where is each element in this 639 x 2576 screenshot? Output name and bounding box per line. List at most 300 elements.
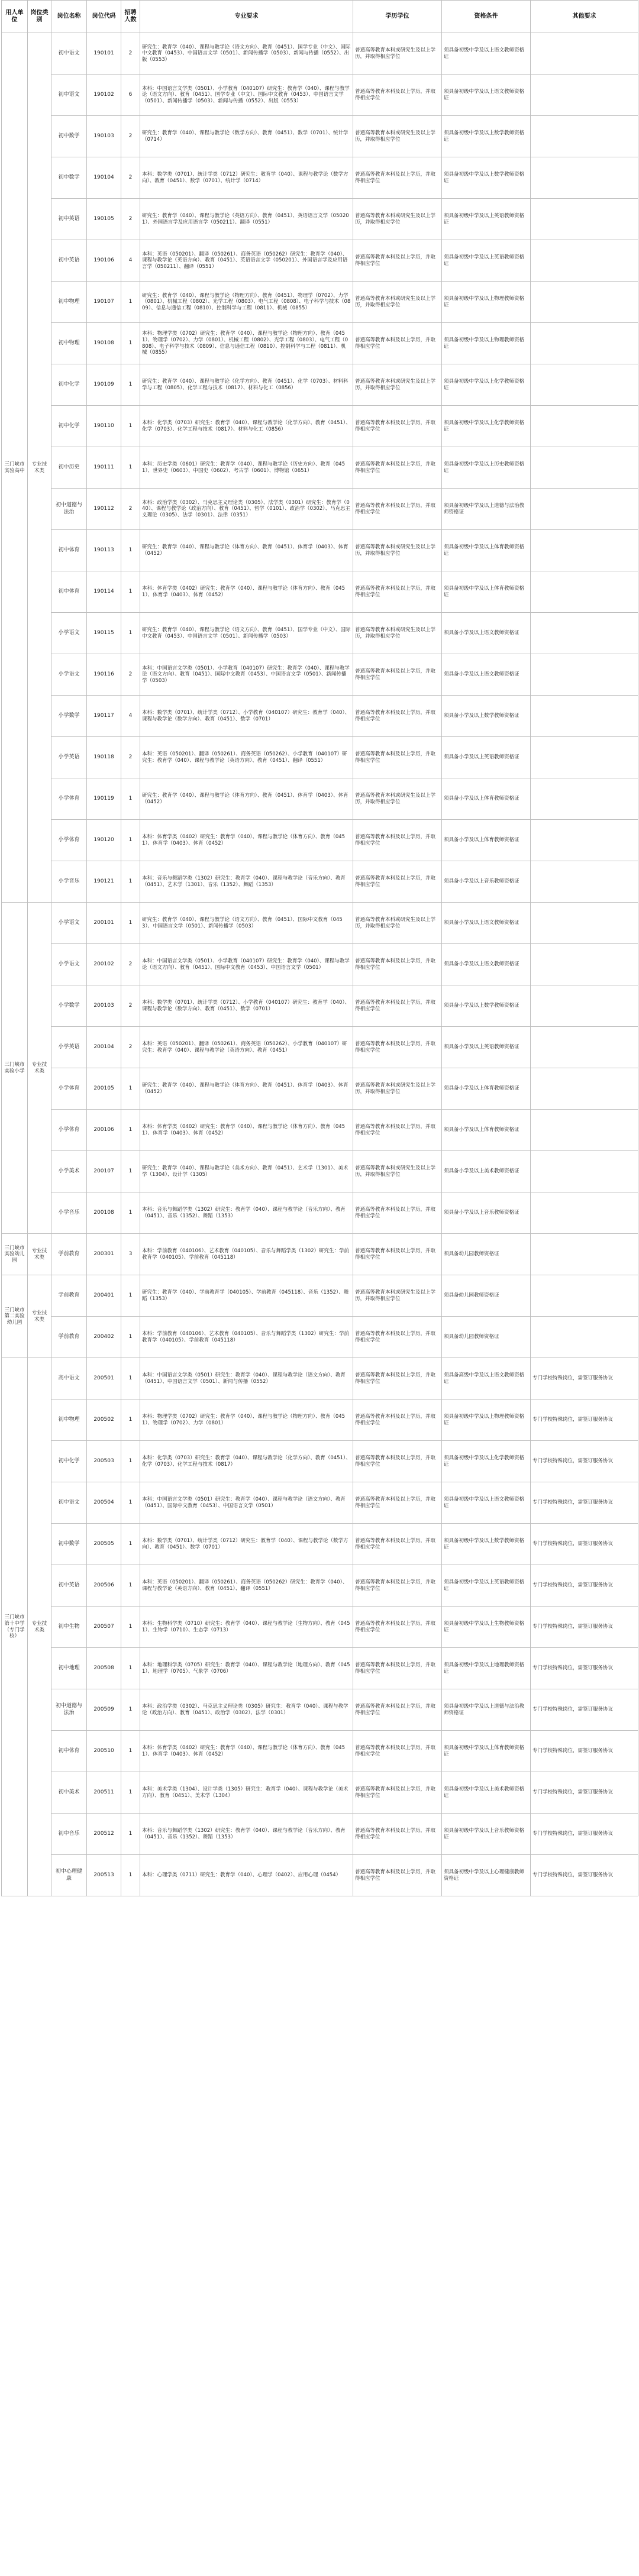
other-cell (531, 778, 638, 820)
degree-cell: 普通高等教育本科及以上学历，并取得相应学位 (353, 1648, 442, 1689)
qualification-cell: 须具备幼儿园教师资格证 (442, 1234, 531, 1275)
recruit-count-cell: 2 (121, 654, 140, 696)
major-cell: 本科：体育学类（0402）研究生：教育学（040）、课程与教学论（体育方向）、教育（0451）、体育学（0403）、体育（0452） (140, 1731, 353, 1772)
other-cell: 专门学校特殊岗位，需签订服务协议 (531, 1607, 638, 1648)
other-cell (531, 985, 638, 1027)
qualification-cell: 须具备小学及以上美术教师资格证 (442, 1151, 531, 1192)
position-code-cell: 190111 (87, 447, 121, 489)
degree-cell: 普通高等教育本科及以上学历，并取得相应学位 (353, 489, 442, 530)
degree-cell: 普通高等教育本科或研究生及以上学历，并取得相应学位 (353, 282, 442, 323)
degree-cell: 普通高等教育本科及以上学历，并取得相应学位 (353, 1814, 442, 1855)
recruit-count-cell: 1 (121, 1689, 140, 1731)
position-code-cell: 200108 (87, 1192, 121, 1234)
other-cell (531, 489, 638, 530)
table-row (2, 654, 638, 696)
degree-cell: 普通高等教育本科或研究生及以上学历，并取得相应学位 (353, 364, 442, 406)
major-cell: 本科：学前教育（040106）、艺术教育（040105）、音乐与舞蹈学类（1302）研究生：学前教育学（040105）、学前教育（045118） (140, 1317, 353, 1358)
degree-cell: 普通高等教育本科及以上学历，并取得相应学位 (353, 1317, 442, 1358)
degree-cell: 普通高等教育本科及以上学历，并取得相应学位 (353, 1441, 442, 1482)
position-name-cell: 小学数学 (51, 985, 87, 1027)
major-cell: 研究生：教育学（040）、课程与教学论（语文方向）、教育（0451）、国学专业（中文）、国际中文教育（0453）、中国语言文学（0501）、新闻传播学（0503）、新闻与传播（0552）、出版（0553） (140, 33, 353, 75)
qualification-cell: 须具备小学及以上体育教师资格证 (442, 1068, 531, 1110)
recruit-count-cell: 1 (121, 1607, 140, 1648)
major-cell: 研究生：教育学（040）、课程与教学论（数学方向）、教育（0451）、数学（0701）、统计学（0714） (140, 116, 353, 157)
major-cell: 研究生：教育学（040）、课程与教学论（化学方向）、教育（0451）、化学（0703）、材料科学与工程（0805）、化学工程与技术（0817）、材料与化工（0856） (140, 364, 353, 406)
table-row (2, 489, 638, 530)
major-cell: 本科：音乐与舞蹈学类（1302）研究生：教育学（040）、课程与教学论（音乐方向）、教育（0451）、艺术学（1301）、音乐（1352）、舞蹈（1353） (140, 861, 353, 903)
recruit-count-cell: 1 (121, 1524, 140, 1565)
position-name-cell: 初中英语 (51, 1565, 87, 1607)
qualification-cell: 须具备初级中学及以上语文教师资格证 (442, 1482, 531, 1524)
position-code-cell: 200501 (87, 1358, 121, 1399)
other-cell: 专门学校特殊岗位，需签订服务协议 (531, 1814, 638, 1855)
degree-cell: 普通高等教育本科及以上学历，并取得相应学位 (353, 323, 442, 364)
other-cell (531, 571, 638, 613)
position-name-cell: 小学音乐 (51, 861, 87, 903)
qualification-cell: 须具备初级中学及以上历史教师资格证 (442, 447, 531, 489)
degree-cell: 普通高等教育本科及以上学历，并取得相应学位 (353, 240, 442, 282)
position-name-cell: 小学语文 (51, 613, 87, 654)
major-cell: 本科：物理学类（0702）研究生：教育学（040）、课程与教学论（物理方向）、教育（0451）、物理学（0702）、力学（0801）、机械工程（0802）、光学工程（0803）、电气工程（0808）、电子科学与技术（0809）、信息与通信工程（0810）、控制科学与工程（0811）、机械（0855） (140, 323, 353, 364)
category-cell: 专业技术类 (28, 1358, 51, 1896)
recruit-count-cell: 1 (121, 1399, 140, 1441)
table-row (2, 33, 638, 75)
major-cell: 研究生：教育学（040）、学前教育学（040105）、学前教育（045118）、音乐（1352）、舞蹈（1353） (140, 1275, 353, 1317)
recruit-count-cell: 1 (121, 282, 140, 323)
table-row (2, 406, 638, 447)
position-name-cell: 初中道德与法治 (51, 489, 87, 530)
degree-cell: 普通高等教育本科或研究生及以上学历，并取得相应学位 (353, 199, 442, 240)
qualification-cell: 须具备初级中学及以上语文教师资格证 (442, 33, 531, 75)
recruit-count-cell: 1 (121, 571, 140, 613)
table-row (2, 1607, 638, 1648)
qualification-cell: 须具备初级中学及以上英语教师资格证 (442, 1565, 531, 1607)
recruit-count-cell: 1 (121, 1358, 140, 1399)
category-cell: 专业技术类 (28, 1275, 51, 1358)
other-cell: 专门学校特殊岗位，需签订服务协议 (531, 1648, 638, 1689)
qualification-cell: 须具备初级中学及以上美术教师资格证 (442, 1772, 531, 1814)
degree-cell: 普通高等教育本科及以上学历，并取得相应学位 (353, 1524, 442, 1565)
qualification-cell: 须具备初级中学及以上物理教师资格证 (442, 1399, 531, 1441)
table-row (2, 1772, 638, 1814)
other-cell (531, 861, 638, 903)
other-cell (531, 944, 638, 985)
other-cell (531, 447, 638, 489)
major-cell: 本科：历史学类（0601）研究生：教育学（040）、课程与教学论（历史方向）、教育（0451）、世界史（0603）、中国史（0602）、考古学（0601）、博物馆（0651） (140, 447, 353, 489)
position-code-cell: 190101 (87, 33, 121, 75)
position-name-cell: 初中心理健康 (51, 1855, 87, 1896)
table-row (2, 116, 638, 157)
other-cell (531, 1234, 638, 1275)
table-row (2, 1192, 638, 1234)
position-name-cell: 初中物理 (51, 323, 87, 364)
qualification-cell: 须具备初级中学及以上化学教师资格证 (442, 406, 531, 447)
degree-cell: 普通高等教育本科或研究生及以上学历，并取得相应学位 (353, 33, 442, 75)
major-cell: 本科：政治学类（0302）、马克思主义理论类（0305）研究生：教育学（040）、课程与教学论（政治方向）、教育（0451）、政治学（0302）、法学（0301） (140, 1689, 353, 1731)
table-row (2, 1855, 638, 1896)
recruit-count-cell: 2 (121, 737, 140, 778)
table-row (2, 613, 638, 654)
qualification-cell: 须具备小学及以上语文教师资格证 (442, 613, 531, 654)
position-name-cell: 小学数学 (51, 696, 87, 737)
other-cell (531, 157, 638, 199)
position-code-cell: 190115 (87, 613, 121, 654)
position-name-cell: 初中语文 (51, 1482, 87, 1524)
unit-cell: 三门峡市第二实验幼儿园 (2, 1275, 28, 1358)
table-row (2, 820, 638, 861)
other-cell (531, 903, 638, 944)
position-name-cell: 初中体育 (51, 571, 87, 613)
major-cell: 本科：中国语言文学类（0501）、小学教育（040107）研究生：教育学（040）、课程与教学论（语文方向）、教育（0451）、国际中文教育（0453）、中国语言文学（0501）、新闻传播学（0503） (140, 654, 353, 696)
position-code-cell: 190110 (87, 406, 121, 447)
recruit-count-cell: 1 (121, 364, 140, 406)
position-code-cell: 190117 (87, 696, 121, 737)
position-code-cell: 190108 (87, 323, 121, 364)
position-code-cell: 190105 (87, 199, 121, 240)
position-code-cell: 200107 (87, 1151, 121, 1192)
table-row (2, 75, 638, 116)
header-qualification: 资格条件 (442, 1, 531, 33)
position-name-cell: 初中体育 (51, 1731, 87, 1772)
recruit-count-cell: 1 (121, 903, 140, 944)
qualification-cell: 须具备初级中学及以上化学教师资格证 (442, 364, 531, 406)
recruit-count-cell: 1 (121, 1855, 140, 1896)
degree-cell: 普通高等教育本科及以上学历，并取得相应学位 (353, 1855, 442, 1896)
major-cell: 本科：体育学类（0402）研究生：教育学（040）、课程与教学论（体育方向）、教育（0451）、体育学（0403）、体育（0452） (140, 1110, 353, 1151)
major-cell: 研究生：教育学（040）、课程与教学论（语文方向）、教育（0451）、国际中文教育（0453）、中国语言文学（0501）、新闻传播学（0503） (140, 903, 353, 944)
position-code-cell: 190112 (87, 489, 121, 530)
position-name-cell: 学前教育 (51, 1234, 87, 1275)
degree-cell: 普通高等教育本科或研究生及以上学历，并取得相应学位 (353, 613, 442, 654)
recruit-count-cell: 2 (121, 199, 140, 240)
recruit-count-cell: 2 (121, 489, 140, 530)
other-cell (531, 323, 638, 364)
degree-cell: 普通高等教育本科及以上学历，并取得相应学位 (353, 696, 442, 737)
recruit-count-cell: 1 (121, 447, 140, 489)
qualification-cell: 须具备小学及以上体育教师资格证 (442, 778, 531, 820)
table-row (2, 157, 638, 199)
qualification-cell: 须具备小学及以上体育教师资格证 (442, 820, 531, 861)
other-cell (531, 282, 638, 323)
position-name-cell: 小学语文 (51, 944, 87, 985)
major-cell: 本科：物理学类（0702）研究生：教育学（040）、课程与教学论（物理方向）、教育（0451）、物理学（0702）、力学（0801） (140, 1399, 353, 1441)
major-cell: 本科：音乐与舞蹈学类（1302）研究生：教育学（040）、课程与教学论（音乐方向）、教育（0451）、音乐（1352）、舞蹈（1353） (140, 1814, 353, 1855)
table-row (2, 240, 638, 282)
major-cell: 本科：中国语言文学类（0501）研究生：教育学（040）、课程与教学论（语文方向）、教育（0451）、国际中文教育（0453）、中国语言文学（0501） (140, 1482, 353, 1524)
degree-cell: 普通高等教育本科及以上学历，并取得相应学位 (353, 1607, 442, 1648)
other-cell: 专门学校特殊岗位，需签订服务协议 (531, 1482, 638, 1524)
table-row (2, 282, 638, 323)
degree-cell: 普通高等教育本科及以上学历，并取得相应学位 (353, 1772, 442, 1814)
qualification-cell: 须具备高级中学及以上语文教师资格证 (442, 1358, 531, 1399)
degree-cell: 普通高等教育本科或研究生及以上学历，并取得相应学位 (353, 1068, 442, 1110)
qualification-cell: 须具备初级中学及以上体育教师资格证 (442, 1731, 531, 1772)
other-cell (531, 530, 638, 571)
position-name-cell: 小学体育 (51, 1068, 87, 1110)
position-name-cell: 初中语文 (51, 33, 87, 75)
recruit-count-cell: 2 (121, 116, 140, 157)
qualification-cell: 须具备初级中学及以上道德与法治教师资格证 (442, 489, 531, 530)
qualification-cell: 须具备初级中学及以上英语教师资格证 (442, 199, 531, 240)
position-code-cell: 200507 (87, 1607, 121, 1648)
other-cell (531, 1275, 638, 1317)
qualification-cell: 须具备幼儿园教师资格证 (442, 1275, 531, 1317)
major-cell: 本科：数学类（0701）、统计学类（0712）、小学教育（040107）研究生：教育学（040）、课程与教学论（数学方向）、教育（0451）、数学（0701） (140, 985, 353, 1027)
major-cell: 本科：生物科学类（0710）研究生：教育学（040）、课程与教学论（生物方向）、教育（0451）、生物学（0710）、生态学（0713） (140, 1607, 353, 1648)
position-code-cell: 200503 (87, 1441, 121, 1482)
major-cell: 研究生：教育学（040）、课程与教学论（体育方向）、教育（0451）、体育学（0403）、体育（0452） (140, 778, 353, 820)
position-code-cell: 200104 (87, 1027, 121, 1068)
recruit-count-cell: 1 (121, 323, 140, 364)
recruit-count-cell: 1 (121, 1648, 140, 1689)
table-row (2, 778, 638, 820)
qualification-cell: 须具备初级中学及以上数学教师资格证 (442, 1524, 531, 1565)
recruit-count-cell: 1 (121, 1068, 140, 1110)
major-cell: 本科：心理学类（0711）研究生：教育学（040）、心理学（0402）、应用心理（0454） (140, 1855, 353, 1896)
recruit-count-cell: 4 (121, 696, 140, 737)
recruit-count-cell: 1 (121, 1317, 140, 1358)
position-name-cell: 初中体育 (51, 530, 87, 571)
qualification-cell: 须具备小学及以上语文教师资格证 (442, 903, 531, 944)
degree-cell: 普通高等教育本科及以上学历，并取得相应学位 (353, 1689, 442, 1731)
table-row (2, 571, 638, 613)
major-cell: 研究生：教育学（040）、课程与教学论（英语方向）、教育（0451）、英语语言文学（050201）、外国语言学及应用语言学（050211）、翻译（0551） (140, 199, 353, 240)
table-row (2, 861, 638, 903)
qualification-cell: 须具备小学及以上体育教师资格证 (442, 1110, 531, 1151)
recruit-count-cell: 1 (121, 1110, 140, 1151)
other-cell (531, 654, 638, 696)
other-cell (531, 613, 638, 654)
degree-cell: 普通高等教育本科及以上学历，并取得相应学位 (353, 1482, 442, 1524)
degree-cell: 普通高等教育本科及以上学历，并取得相应学位 (353, 1234, 442, 1275)
qualification-cell: 须具备初级中学及以上英语教师资格证 (442, 240, 531, 282)
position-name-cell: 初中数学 (51, 116, 87, 157)
position-name-cell: 小学音乐 (51, 1192, 87, 1234)
position-name-cell: 初中语文 (51, 75, 87, 116)
position-code-cell: 200508 (87, 1648, 121, 1689)
header-recruit-count: 招聘人数 (121, 1, 140, 33)
unit-cell: 三门峡市实验小学 (2, 903, 28, 1234)
other-cell: 专门学校特殊岗位，需签订服务协议 (531, 1565, 638, 1607)
table-row (2, 944, 638, 985)
recruit-count-cell: 3 (121, 1234, 140, 1275)
position-code-cell: 200106 (87, 1110, 121, 1151)
position-code-cell: 200301 (87, 1234, 121, 1275)
table-row (2, 447, 638, 489)
other-cell (531, 737, 638, 778)
recruit-count-cell: 1 (121, 1565, 140, 1607)
other-cell (531, 199, 638, 240)
unit-cell: 三门峡市第十中学（专门学校） (2, 1358, 28, 1896)
degree-cell: 普通高等教育本科及以上学历，并取得相应学位 (353, 737, 442, 778)
qualification-cell: 须具备小学及以上语文教师资格证 (442, 654, 531, 696)
table-row (2, 1648, 638, 1689)
position-code-cell: 190120 (87, 820, 121, 861)
position-name-cell: 小学体育 (51, 778, 87, 820)
degree-cell: 普通高等教育本科或研究生及以上学历，并取得相应学位 (353, 1151, 442, 1192)
position-name-cell: 高中语文 (51, 1358, 87, 1399)
major-cell: 本科：数学类（0701）、统计学类（0712）、小学教育（040107）研究生：教育学（040）、课程与教学论（数学方向）、教育（0451）、数学（0701） (140, 696, 353, 737)
other-cell (531, 364, 638, 406)
position-code-cell: 200102 (87, 944, 121, 985)
qualification-cell: 须具备初级中学及以上道德与法治教师资格证 (442, 1689, 531, 1731)
header-major: 专业要求 (140, 1, 353, 33)
recruit-count-cell: 1 (121, 1192, 140, 1234)
other-cell: 专门学校特殊岗位，需签订服务协议 (531, 1399, 638, 1441)
position-code-cell: 190103 (87, 116, 121, 157)
other-cell: 专门学校特殊岗位，需签订服务协议 (531, 1855, 638, 1896)
position-name-cell: 小学语文 (51, 654, 87, 696)
recruit-count-cell: 1 (121, 406, 140, 447)
unit-cell: 三门峡市实验高中 (2, 33, 28, 903)
major-cell: 研究生：教育学（040）、课程与教学论（体育方向）、教育（0451）、体育学（0403）、体育（0452） (140, 530, 353, 571)
table-row (2, 1814, 638, 1855)
header-other: 其他要求 (531, 1, 638, 33)
other-cell (531, 1068, 638, 1110)
major-cell: 本科：英语（050201）、翻译（050261）、商务英语（050262）、小学教育（040107）研究生：教育学（040）、课程与教学论（英语方向）、教育（0451）、翻译（0551） (140, 737, 353, 778)
category-cell: 专业技术类 (28, 1234, 51, 1275)
other-cell (531, 1027, 638, 1068)
other-cell (531, 116, 638, 157)
qualification-cell: 须具备初级中学及以上体育教师资格证 (442, 530, 531, 571)
table-row (2, 1275, 638, 1317)
major-cell: 本科：政治学类（0302）、马克思主义理论类（0305）、法学类（0301）研究生：教育学（040）、课程与教学论（政治方向）、教育（0451）、哲学（0101）、政治学（0302）、马克思主义理论（0305）、法学（0301）、法律（0351） (140, 489, 353, 530)
qualification-cell: 须具备小学及以上音乐教师资格证 (442, 861, 531, 903)
position-name-cell: 初中英语 (51, 199, 87, 240)
major-cell: 本科：中国语言文学类（0501）研究生：教育学（040）、课程与教学论（语文方向）、教育（0451）、中国语言文学（0501）、新闻与传播（0552） (140, 1358, 353, 1399)
major-cell: 研究生：教育学（040）、课程与教学论（体育方向）、教育（0451）、体育学（0403）、体育（0452） (140, 1068, 353, 1110)
table-row (2, 985, 638, 1027)
header-category: 岗位类别 (28, 1, 51, 33)
recruit-count-cell: 2 (121, 944, 140, 985)
table-row (2, 903, 638, 944)
qualification-cell: 须具备初级中学及以上数学教师资格证 (442, 116, 531, 157)
position-name-cell: 小学体育 (51, 1110, 87, 1151)
recruit-count-cell: 2 (121, 985, 140, 1027)
table-row (2, 1565, 638, 1607)
qualification-cell: 须具备小学及以上语文教师资格证 (442, 944, 531, 985)
degree-cell: 普通高等教育本科及以上学历，并取得相应学位 (353, 654, 442, 696)
recruit-count-cell: 2 (121, 33, 140, 75)
header-unit: 用人单位 (2, 1, 28, 33)
major-cell: 本科：化学类（0703）研究生：教育学（040）、课程与教学论（化学方向）、教育（0451）、化学（0703）、化学工程与技术（0817）、材料与化工（0856） (140, 406, 353, 447)
recruit-count-cell: 2 (121, 1027, 140, 1068)
table-row (2, 1317, 638, 1358)
qualification-cell: 须具备初级中学及以上物理教师资格证 (442, 323, 531, 364)
table-row (2, 1441, 638, 1482)
degree-cell: 普通高等教育本科及以上学历，并取得相应学位 (353, 75, 442, 116)
qualification-cell: 须具备初级中学及以上化学教师资格证 (442, 1441, 531, 1482)
recruit-count-cell: 1 (121, 1814, 140, 1855)
degree-cell: 普通高等教育本科及以上学历，并取得相应学位 (353, 1110, 442, 1151)
major-cell: 本科：数学类（0701）、统计学类（0712）研究生：教育学（040）、课程与教学论（数学方向）、教育（0451）、数学（0701）、统计学（0714） (140, 157, 353, 199)
position-name-cell: 初中道德与法治 (51, 1689, 87, 1731)
degree-cell: 普通高等教育本科及以上学历，并取得相应学位 (353, 985, 442, 1027)
other-cell (531, 1192, 638, 1234)
degree-cell: 普通高等教育本科或研究生及以上学历，并取得相应学位 (353, 530, 442, 571)
position-code-cell: 190109 (87, 364, 121, 406)
position-name-cell: 初中地理 (51, 1648, 87, 1689)
other-cell (531, 406, 638, 447)
other-cell: 专门学校特殊岗位，需签订服务协议 (531, 1441, 638, 1482)
position-code-cell: 200511 (87, 1772, 121, 1814)
position-code-cell: 200502 (87, 1399, 121, 1441)
major-cell: 研究生：教育学（040）、课程与教学论（美术方向）、教育（0451）、艺术学（1301）、美术学（1304）、设计学（1305） (140, 1151, 353, 1192)
qualification-cell: 须具备初级中学及以上数学教师资格证 (442, 157, 531, 199)
recruit-count-cell: 4 (121, 240, 140, 282)
other-cell: 专门学校特殊岗位，需签订服务协议 (531, 1689, 638, 1731)
qualification-cell: 须具备初级中学及以上地理教师资格证 (442, 1648, 531, 1689)
table-row (2, 1524, 638, 1565)
recruit-count-cell: 1 (121, 861, 140, 903)
table-body (2, 33, 638, 1896)
major-cell: 本科：美术学类（1304）、设计学类（1305）研究生：教育学（040）、课程与教学论（美术方向）、教育（0451）、美术学（1304） (140, 1772, 353, 1814)
degree-cell: 普通高等教育本科及以上学历，并取得相应学位 (353, 1399, 442, 1441)
major-cell: 本科：学前教育（040106）、艺术教育（040105）、音乐与舞蹈学类（1302）研究生：学前教育学（040105）、学前教育（045118） (140, 1234, 353, 1275)
position-name-cell: 初中数学 (51, 1524, 87, 1565)
table-row (2, 1151, 638, 1192)
other-cell: 专门学校特殊岗位，需签订服务协议 (531, 1524, 638, 1565)
major-cell: 研究生：教育学（040）、课程与教学论（语文方向）、教育（0451）、国学专业（中文）、国际中文教育（0453）、中国语言文学（0501）、新闻传播学（0503） (140, 613, 353, 654)
other-cell (531, 820, 638, 861)
other-cell: 专门学校特殊岗位，需签订服务协议 (531, 1358, 638, 1399)
qualification-cell: 须具备初级中学及以上语文教师资格证 (442, 75, 531, 116)
header-position-name: 岗位名称 (51, 1, 87, 33)
table-row (2, 1731, 638, 1772)
position-code-cell: 200513 (87, 1855, 121, 1896)
qualification-cell: 须具备幼儿园教师资格证 (442, 1317, 531, 1358)
position-name-cell: 初中英语 (51, 240, 87, 282)
table-row (2, 364, 638, 406)
recruit-count-cell: 6 (121, 75, 140, 116)
table-row (2, 1027, 638, 1068)
position-code-cell: 200105 (87, 1068, 121, 1110)
category-cell: 专业技术类 (28, 903, 51, 1234)
qualification-cell: 须具备小学及以上英语教师资格证 (442, 1027, 531, 1068)
unit-cell: 三门峡市实验幼儿园 (2, 1234, 28, 1275)
position-code-cell: 190113 (87, 530, 121, 571)
recruitment-table (1, 0, 638, 1896)
position-code-cell: 190102 (87, 75, 121, 116)
degree-cell: 普通高等教育本科及以上学历，并取得相应学位 (353, 571, 442, 613)
degree-cell: 普通高等教育本科或研究生及以上学历，并取得相应学位 (353, 116, 442, 157)
position-name-cell: 小学英语 (51, 1027, 87, 1068)
recruit-count-cell: 1 (121, 1482, 140, 1524)
degree-cell: 普通高等教育本科及以上学历，并取得相应学位 (353, 944, 442, 985)
major-cell: 本科：英语（050201）、翻译（050261）、商务英语（050262）、小学教育（040107）研究生：教育学（040）、课程与教学论（英语方向）、教育（0451） (140, 1027, 353, 1068)
major-cell: 研究生：教育学（040）、课程与教学论（物理方向）、教育（0451）、物理学（0702）、力学（0801）、机械工程（0802）、光学工程（0803）、电气工程（0808）、电子科学与技术（0809）、信息与通信工程（0810）、控制科学与工程（0811）、机械（0855） (140, 282, 353, 323)
table-row (2, 1358, 638, 1399)
recruit-count-cell: 1 (121, 613, 140, 654)
recruit-count-cell: 1 (121, 1772, 140, 1814)
position-name-cell: 初中化学 (51, 1441, 87, 1482)
degree-cell: 普通高等教育本科及以上学历，并取得相应学位 (353, 157, 442, 199)
qualification-cell: 须具备初级中学及以上生物教师资格证 (442, 1607, 531, 1648)
other-cell (531, 240, 638, 282)
table-row (2, 737, 638, 778)
degree-cell: 普通高等教育本科及以上学历，并取得相应学位 (353, 1027, 442, 1068)
degree-cell: 普通高等教育本科及以上学历，并取得相应学位 (353, 1192, 442, 1234)
major-cell: 本科：化学类（0703）研究生：教育学（040）、课程与教学论（化学方向）、教育（0451）、化学（0703）、化学工程与技术（0817） (140, 1441, 353, 1482)
table-row (2, 1110, 638, 1151)
qualification-cell: 须具备初级中学及以上物理教师资格证 (442, 282, 531, 323)
position-code-cell: 190116 (87, 654, 121, 696)
recruit-count-cell: 1 (121, 820, 140, 861)
position-code-cell: 200103 (87, 985, 121, 1027)
position-name-cell: 初中历史 (51, 447, 87, 489)
position-name-cell: 小学美术 (51, 1151, 87, 1192)
major-cell: 本科：地理科学类（0705）研究生：教育学（040）、课程与教学论（地理方向）、教育（0451）、地理学（0705）、气象学（0706） (140, 1648, 353, 1689)
